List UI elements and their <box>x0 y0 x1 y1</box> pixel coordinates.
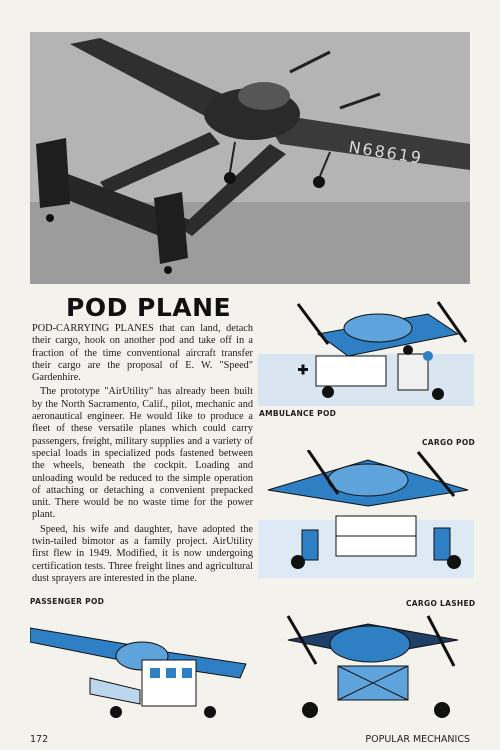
cargo-pod-caption: CARGO POD <box>422 438 476 447</box>
article-paragraph: POD-CARRYING PLANES that can land, detach their cargo, hook on another pod and take off in a fraction of the time conventional aircraft transfer their cargo are the proposal of E. W. "Speed" Gardenhire. <box>32 323 253 384</box>
airplane-photo-graphic <box>30 32 470 284</box>
cargo-lashed-illustration <box>258 610 474 730</box>
airplane-photo <box>30 32 470 284</box>
cargo-lashed-caption: CARGO LASHED <box>406 599 476 608</box>
article-paragraph: Speed, his wife and daughter, have adopted the twin-tailed bimotor as a family project. AirUtility first flew in 1949. Modified, it is now undergoing certification tests. Three freight lines and agricultural dust sprayers are interested in the plane. <box>32 523 253 584</box>
publication-name: POPULAR MECHANICS <box>365 734 470 745</box>
ambulance-pod-caption: AMBULANCE POD <box>259 409 337 418</box>
article-title: POD PLANE <box>66 293 232 322</box>
page-number: 172 <box>30 734 49 745</box>
passenger-pod-caption: PASSENGER POD <box>30 597 105 606</box>
cargo-pod-illustration <box>258 450 474 578</box>
ambulance-pod-illustration <box>258 294 474 406</box>
article-body <box>32 323 253 587</box>
passenger-pod-illustration <box>30 608 248 730</box>
article-paragraph: The prototype "AirUtility" has already been built by the North Sacramento, Calif., pilot, mechanic and aeronautical engineer. He would like to produce a fleet of these versatile planes which could carry passengers, freight, military supplies and a variety of special loads in specialized pods fastened between the wheels, beneath the cockpit. Loading and unloading would be reduced to the simple operation of attaching or detaching a convenient prepacked unit. There would be no waste time for the power plant. <box>32 386 253 521</box>
registration-marking: N68619 <box>347 137 425 168</box>
